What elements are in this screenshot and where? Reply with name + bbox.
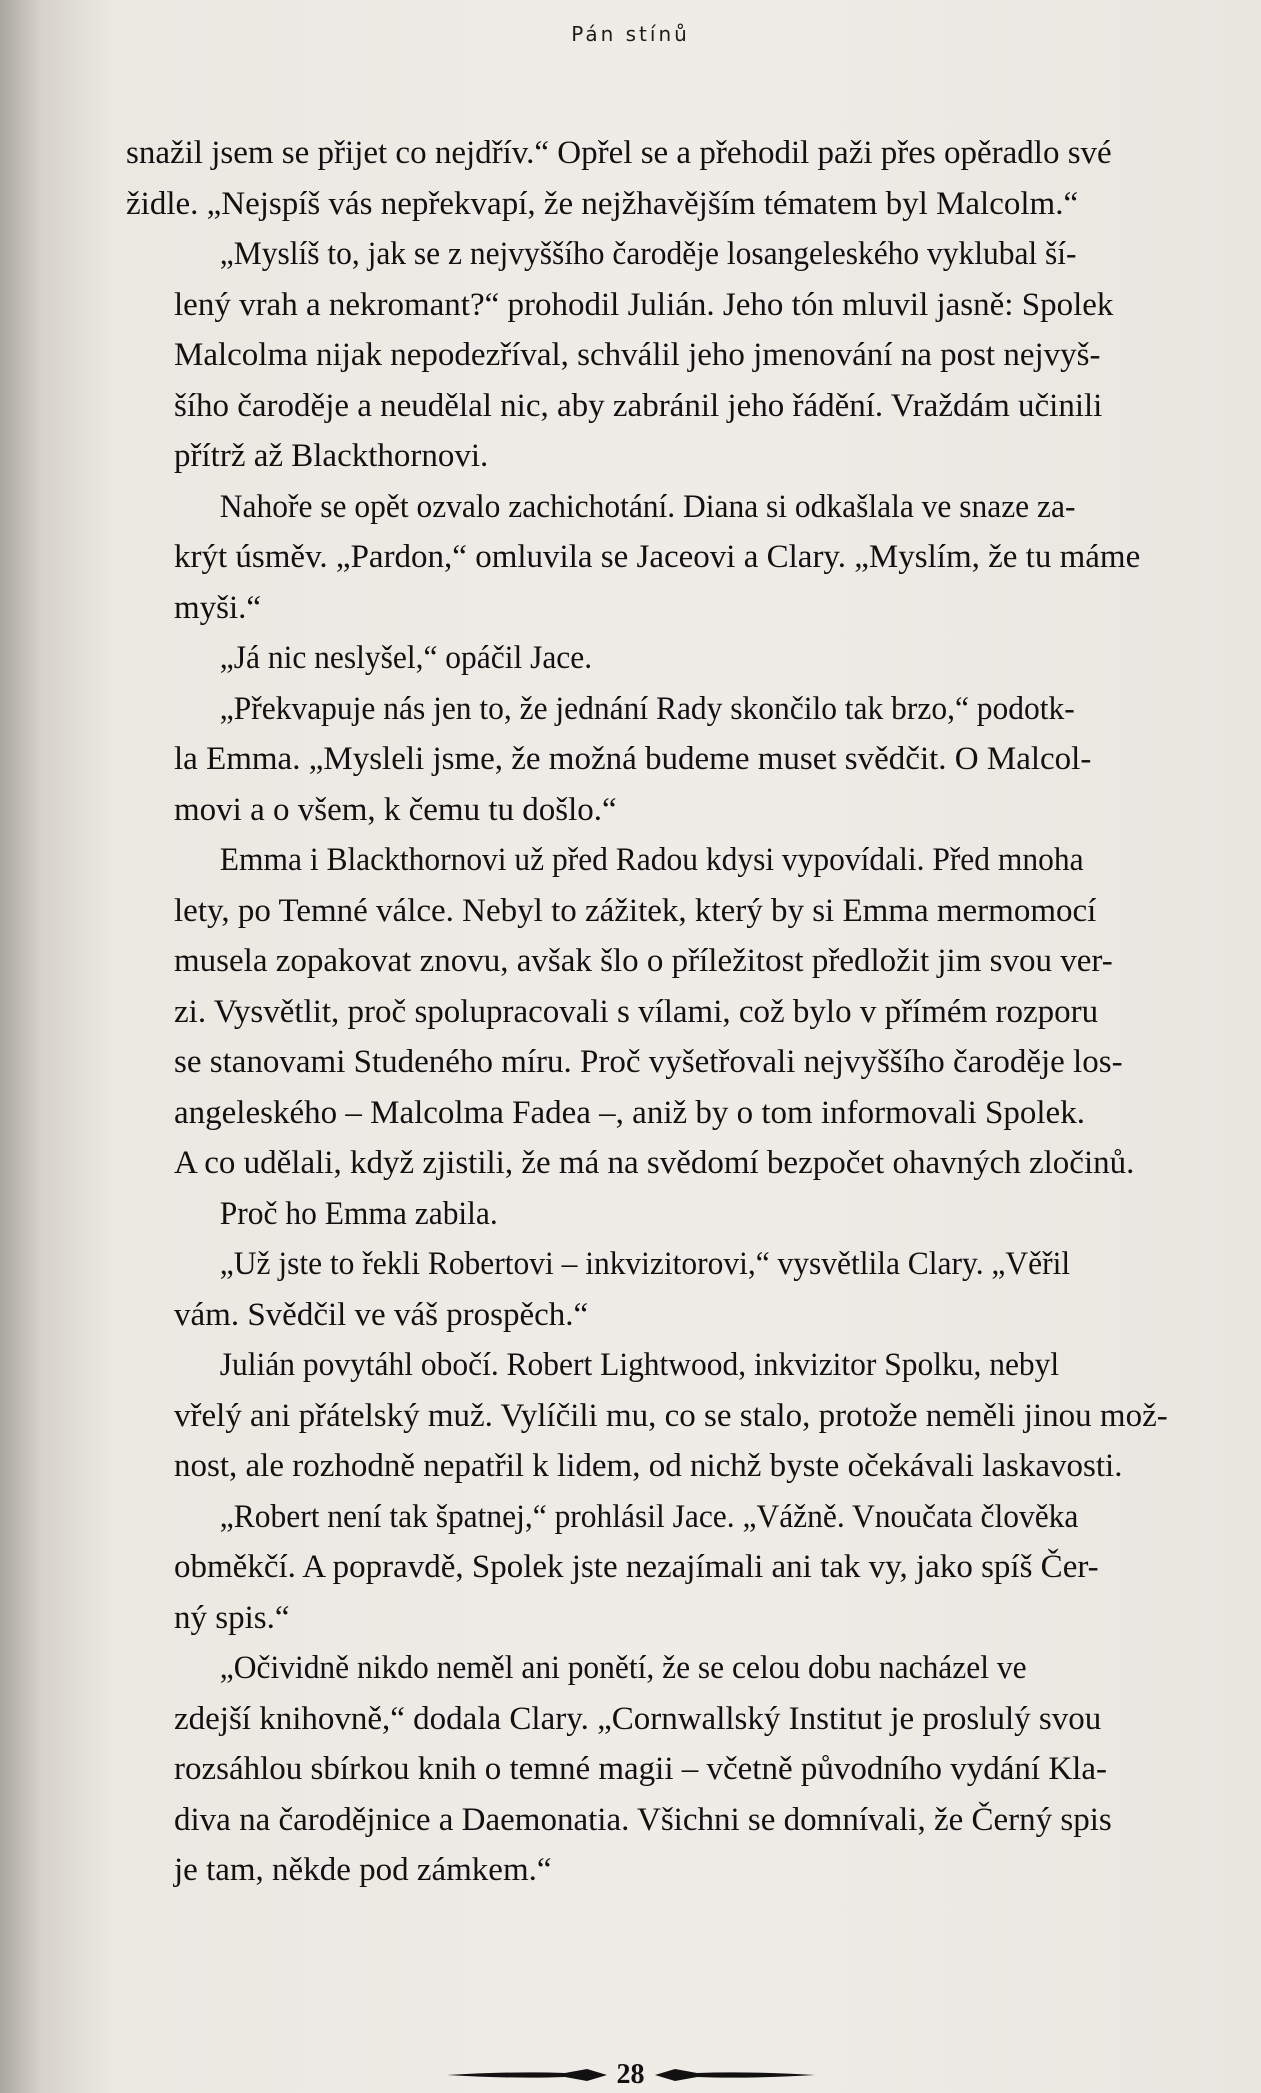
paragraph	[126, 1239, 1168, 1340]
text-line: myši.“	[174, 589, 262, 626]
running-head: Pán stínů	[571, 22, 690, 46]
text-line: „Já nic neslyšel,“ opáčil Jace.	[219, 640, 593, 676]
text-line: šího čaroděje a neudělal nic, aby zabránil jeho řádění. Vraždám učinili	[174, 387, 1103, 424]
page-number: 28	[616, 2059, 645, 2090]
paragraph	[126, 128, 1168, 229]
text-line: „Očividně nikdo neměl ani ponětí, že se celou dobu nacházel ve	[219, 1650, 1027, 1686]
text-line: zdejší knihovně,“ dodala Clary. „Cornwallský Institut je proslulý svou	[174, 1700, 1102, 1737]
paragraph	[126, 229, 1168, 482]
text-line: diva na čarodějnice a Daemonatia. Všichni se domnívali, že Černý spis	[174, 1801, 1112, 1838]
text-line: zi. Vysvětlit, proč spolupracovali s vílami, což bylo v přímém rozporu	[174, 993, 1099, 1030]
paragraph	[126, 1340, 1168, 1492]
text-line: Proč ho Emma zabila.	[219, 1195, 498, 1232]
text-line: lený vrah a nekromant?“ prohodil Julián. Jeho tón mluvil jasně: Spolek	[174, 286, 1114, 323]
text-line: movi a o všem, k čemu tu došlo.“	[174, 791, 617, 828]
paragraph	[126, 482, 1168, 634]
text-line: A co udělali, když zjistili, že má na svědomí bezpočet ohavných zločinů.	[174, 1145, 1135, 1181]
text-line: Nahoře se opět ozvalo zachichotání. Diana si odkašlala ve snaze za-	[219, 488, 1076, 525]
text-line: rozsáhlou sbírkou knih o temné magii – včetně původního vydání Kla-	[174, 1751, 1107, 1787]
text-line: angeleského – Malcolma Fadea –, aniž by o tom informovali Spolek.	[174, 1094, 1085, 1131]
text-line: obměkčí. A popravdě, Spolek jste nezajímali ani tak vy, jako spíš Čer-	[174, 1549, 1099, 1585]
text-line: nost, ale rozhodně nepatřil k lidem, od nichž byste očekávali laskavosti.	[174, 1448, 1123, 1484]
text-line: musela zopakovat znovu, avšak šlo o příležitost předložit jim svou ver-	[174, 943, 1113, 979]
text-line: „Překvapuje nás jen to, že jednání Rady skončilo tak brzo,“ podotk-	[219, 690, 1075, 727]
text-line: vřelý ani přátelský muž. Vylíčili mu, co se stalo, protože neměli jinou mož-	[174, 1397, 1168, 1434]
paragraph	[126, 684, 1168, 836]
text-line: la Emma. „Mysleli jsme, že možná budeme muset svědčit. O Malcol-	[174, 741, 1092, 777]
page-footer	[0, 2058, 1261, 2092]
text-line: se stanovami Studeného míru. Proč vyšetřovali nejvyššího čaroděje los-	[174, 1044, 1123, 1080]
text-line: „Už jste to řekli Robertovi – inkvizitorovi,“ vysvětlila Clary. „Věřil	[219, 1246, 1071, 1282]
paragraph	[126, 1492, 1168, 1644]
text-line: Julián povytáhl obočí. Robert Lightwood, inkvizitor Spolku, nebyl	[219, 1347, 1060, 1383]
paragraph	[126, 1189, 1168, 1240]
text-line: krýt úsměv. „Pardon,“ omluvila se Jaceovi a Clary. „Myslím, že tu máme	[174, 539, 1141, 575]
text-line: „Robert není tak špatnej,“ prohlásil Jace. „Vážně. Vnoučata člověka	[219, 1498, 1079, 1535]
text-line: židle. „Nejspíš vás nepřekvapí, že nejžhavějším tématem byl Malcolm.“	[126, 185, 1079, 222]
text-line: lety, po Temné válce. Nebyl to zážitek, který by si Emma mermomocí	[174, 892, 1097, 929]
text-line: „Myslíš to, jak se z nejvyššího čaroděje losangeleského vyklubal ší-	[219, 236, 1077, 272]
text-line: ný spis.“	[174, 1599, 290, 1636]
right-ornament-icon	[655, 2068, 815, 2082]
text-line: Emma i Blackthornovi už před Radou kdysi vypovídali. Před mnoha	[219, 842, 1084, 878]
paragraph	[126, 835, 1168, 1189]
body-text	[126, 128, 1168, 1896]
text-line: snažil jsem se přijet co nejdřív.“ Opřel se a přehodil paži přes opěradlo své	[126, 135, 1112, 171]
text-line: vám. Svědčil ve váš prospěch.“	[174, 1296, 589, 1333]
left-ornament-icon	[447, 2068, 607, 2082]
text-line: přítrž až Blackthornovi.	[174, 438, 489, 474]
text-line: Malcolma nijak nepodezříval, schválil jeho jmenování na post nejvyš-	[174, 337, 1101, 373]
paragraph	[126, 633, 1168, 684]
text-line: je tam, někde pod zámkem.“	[174, 1852, 552, 1888]
paragraph	[126, 1643, 1168, 1896]
